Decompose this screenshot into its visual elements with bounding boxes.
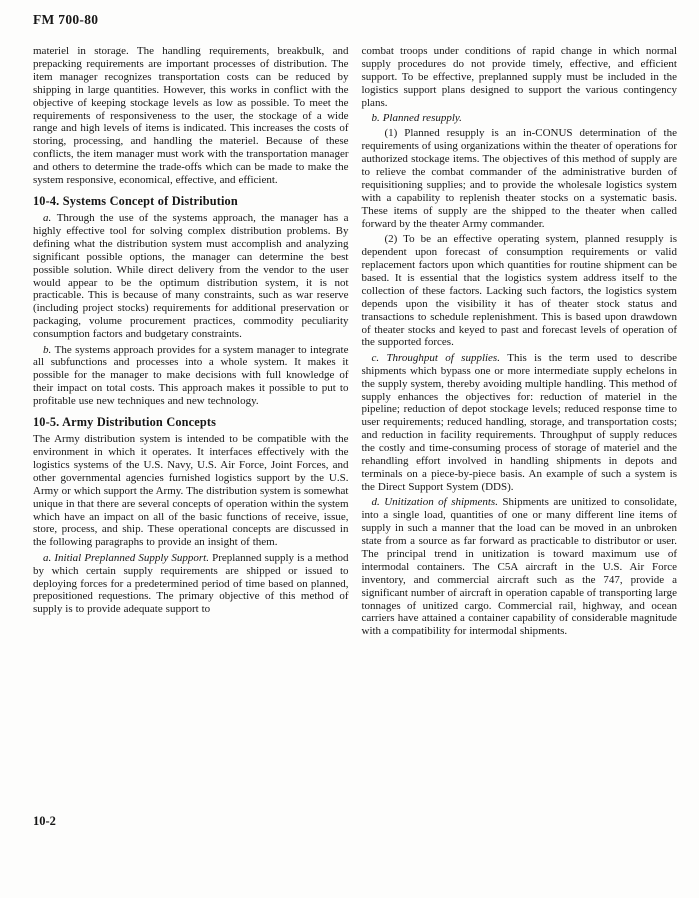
paragraph-text: (2) To be an effective operating system, planned resupply is dependent upon forecast of consumption requirements or valid replacement factors upon which quantities for routine shipment can be based. It is essential that the logistics system address itself to the collection of these factors. Lacking such factors, the logistics system depends upon the visibility it has of theater stock status and transactions to schedule replenishment. This is based upon drawdown of theater stocks and keyed to past and forecast levels of operation of the supported forces. (361, 233, 677, 349)
paragraph-text: This is the term used to describe shipments which bypass one or more intermediate supply echelons in the supply system, thereby avoiding multiple handling. This method of supply enhances the objectives for: reduction of materiel in the pipeline; reduction of depot stockage levels; reduced response time to user requirements; reduced handling, storage, and transportation costs; and reduction in facility requirements. Throughput of supply reduces the costly and time-consuming process of storage of materiel and the rehandling effort involved in handling shipments in depots and terminals on a piece-by-piece basis. An example of such a system is the Direct Support System (DDS). (361, 351, 677, 493)
body-paragraph (362, 45, 678, 110)
paragraph-lead: b. (43, 343, 52, 356)
body-paragraph (33, 45, 349, 187)
paragraph-lead: a. (43, 211, 52, 224)
section-heading-10-5: 10-5. Army Distribution Concepts (33, 415, 217, 430)
page-number: 10-2 (33, 814, 56, 828)
paragraph-text: materiel in storage. The handling requirements, breakbulk, and prepacking requirements are important processes of distribution. The item manager recognizes transportation costs can be reduced by shipping in large quantities. However, this works in conflict with the objective of keeping stockage levels as low as possible. To meet the requirements of responsiveness to the user, the stockage of a wide range and high levels of items is indicated. This increases the costs of storing, processing, and handling the materiel. Because of these conflicts, the item manager must work with the transportation manager and others to determine the trade-offs which can be made to make the system responsive, economical, effective, and efficient. (33, 45, 349, 187)
body-paragraph (362, 127, 678, 230)
paragraph-text: Through the use of the systems approach, the manager has a highly effective tool for solving complex distribution problems. By defining what the distribution system must accomplish and analyzing significant possible options, the manager can determine the best possible solution. While direct delivery from the vendor to the user would appear to be the optimum distribution system, it is not practicable. This is because of many constraints, such as war reserve (including project stocks) requirements for additional preservation or packaging, volume procurement practices, commodity peculiarity consumption factors and budgetary constraints. (33, 211, 349, 341)
body-paragraph (362, 352, 678, 494)
section-heading-10-4: 10-4. Systems Concept of Distribution (33, 193, 238, 208)
paragraph-text: combat troops under conditions of rapid change in which normal supply procedures do not provide timely, effective, and efficient support. To be effective, preplanned supply must be included in the logistics support plans designed to support the various contingency plans. (361, 45, 677, 109)
body-paragraph (362, 233, 678, 349)
two-column-body (33, 45, 677, 641)
paragraph-lead: c. Throughput of supplies. (371, 351, 500, 364)
paragraph-lead: a. Initial Preplanned Supply Support. (43, 551, 209, 564)
paragraph-text: The systems approach provides for a system manager to integrate all subfunctions and processes into a whole system. It makes it possible for the manager to make decisions with full knowledge of their impact on total costs. This approach makes it possible to put to profitable use new techniques and new technology. (33, 343, 349, 408)
body-paragraph (362, 496, 678, 638)
paragraph-text: Preplanned supply is a method by which certain supply requirements are shipped or issued to deploying forces for a predetermined period of time based on planned, prepositioned requestions. The primary objective of this method of supply is to provide adequate support to (33, 551, 349, 616)
right-column (362, 45, 678, 641)
left-column (33, 45, 349, 641)
body-paragraph (33, 433, 349, 549)
paragraph-text: Shipments are unitized to consolidate, into a single load, quantities of one or many different line items of supply in such a manner that the load can be moved in an unbroken state from a source as far forward as practicable to distributor or user. The principal trend in unitization is toward maximum use of intermodal containers. The C5A aircraft in the U.S. Air Force inventory, and commercial aircraft such as the 747, provide a significant number of aircraft in operation capable of transporting large tonnages of unitized cargo. Commercial rail, highway, and ocean carriers have attained a container capability of considerable magnitude with a compatibility for intermodal shipments. (361, 496, 677, 638)
body-paragraph (33, 212, 349, 341)
paragraph-lead: d. Unitization of shipments. (371, 496, 498, 509)
document-code: FM 700-80 (33, 12, 99, 27)
paragraph-lead: b. Planned resupply. (371, 112, 462, 125)
paragraph-text: The Army distribution system is intended to be compatible with the environment in which it operates. It interfaces effectively with the logistics systems of the U.S. Navy, U.S. Air Force, Joint Forces, and other governmental agencies furnished logistics support by the U.S. Army or which support the Army. The distribution system is somewhat unique in that there are several concepts of operation within the system which have an impact on all of the basic functions of receive, issue, store, process, and ship. These operational concepts are discussed in the following paragraphs to provide an insight of them. (33, 433, 349, 549)
paragraph-text: (1) Planned resupply is an in-CONUS determination of the requirements of using organizations within the theater of operations for authorized stockage items. The objectives of this method of supply are to relieve the combat commander of the administrative burden of requisitioning supplies; and to provide the wholesale logistics system with a capability to replenish theater stocks on a systematic basis. These items of supply are the shipped to the theater when called forward by the theater Army commander. (361, 127, 677, 230)
body-paragraph (33, 344, 349, 409)
body-paragraph (33, 552, 349, 617)
body-paragraph (362, 112, 678, 125)
